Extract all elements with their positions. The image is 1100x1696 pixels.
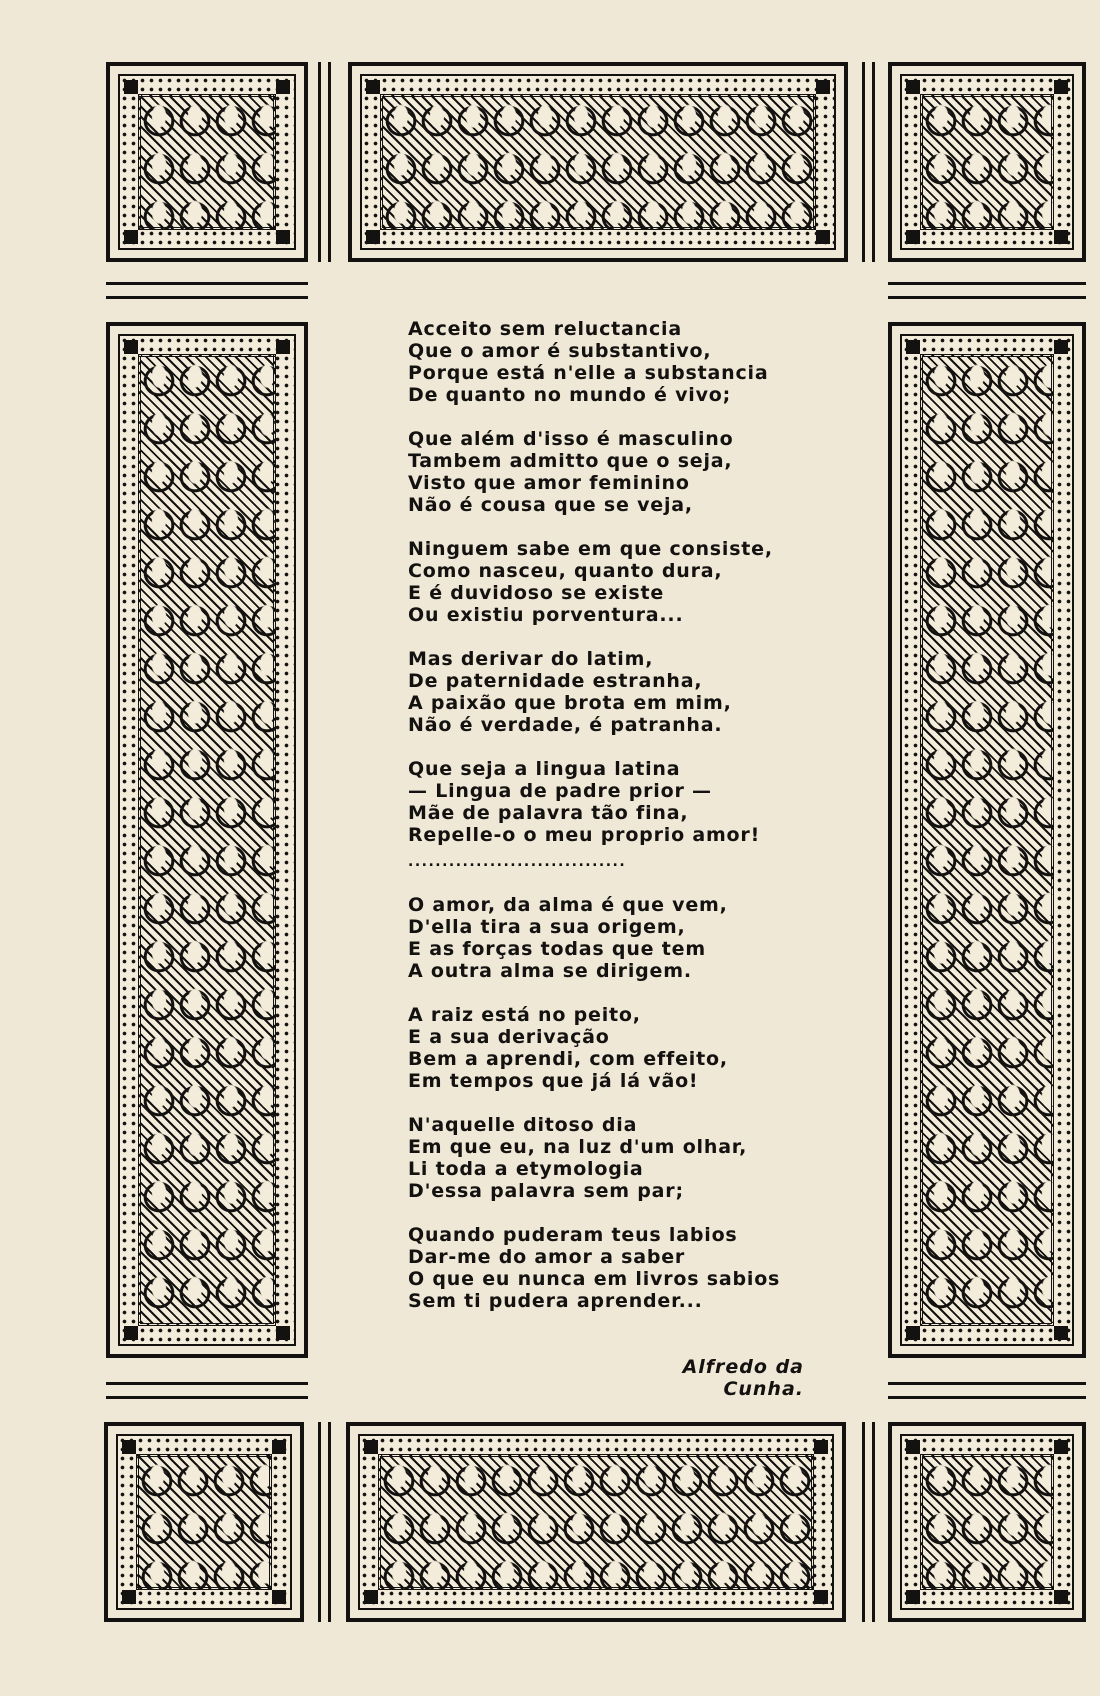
rule-line <box>888 296 1086 299</box>
stanza <box>408 428 808 516</box>
poem-line: Que seja a lingua latina <box>408 758 681 780</box>
poem-line: Em que eu, na luz d'um olhar, <box>408 1136 748 1158</box>
poem-line: Porque está n'elle a substancia <box>408 362 769 384</box>
divider-line <box>862 1422 865 1622</box>
poem-line: Não é verdade, é patranha. <box>408 714 723 736</box>
poem-line: Visto que amor feminino <box>408 472 690 494</box>
poem-line: E as forças todas que tem <box>408 938 706 960</box>
author-signature: Alfredo da Cunha. <box>682 1356 804 1400</box>
stanza <box>408 538 808 626</box>
poem-line: Sem ti pudera aprender... <box>408 1290 703 1312</box>
stanza <box>408 648 808 736</box>
poem-line: Mãe de palavra tão fina, <box>408 802 689 824</box>
rule-line <box>888 1396 1086 1399</box>
ornament-right-column <box>888 322 1086 1358</box>
stanza <box>408 1114 808 1202</box>
divider-line <box>318 1422 321 1622</box>
poem <box>408 318 808 1334</box>
poem-line: Que além d'isso é masculino <box>408 428 734 450</box>
poem-line: Que o amor é substantivo, <box>408 340 712 362</box>
poem-line: De quanto no mundo é vivo; <box>408 384 732 406</box>
poem-line: Quando puderam teus labios <box>408 1224 738 1246</box>
poem-line: Acceito sem reluctancia <box>408 318 682 340</box>
poem-line: A paixão que brota em mim, <box>408 692 732 714</box>
rule-line <box>106 282 308 285</box>
stanza <box>408 1224 808 1312</box>
rule-line <box>106 296 308 299</box>
poem-line: — Lingua de padre prior — <box>408 780 712 802</box>
poem-line: Repelle-o o meu proprio amor! <box>408 824 761 846</box>
poem-line: Ninguem sabe em que consiste, <box>408 538 773 560</box>
poem-line: De paternidade estranha, <box>408 670 703 692</box>
poem-line: Ou existiu porventura... <box>408 604 684 626</box>
ornament-bottom-left <box>104 1422 304 1622</box>
rule-line <box>106 1382 308 1385</box>
ornament-top-left <box>106 62 308 262</box>
dotted-separator: ................................ <box>408 854 627 870</box>
stanza <box>408 318 808 406</box>
ornament-top-right <box>888 62 1086 262</box>
poem-line: A raiz está no peito, <box>408 1004 641 1026</box>
poem-line: Mas derivar do latim, <box>408 648 654 670</box>
poem-line: O amor, da alma é que vem, <box>408 894 728 916</box>
poem-line: D'ella tira a sua origem, <box>408 916 686 938</box>
poem-line: Bem a aprendi, com effeito, <box>408 1048 728 1070</box>
stanza <box>408 894 808 982</box>
divider-line <box>862 62 865 262</box>
poem-line: Como nasceu, quanto dura, <box>408 560 723 582</box>
poem-line: Dar-me do amor a saber <box>408 1246 686 1268</box>
poem-line: E é duvidoso se existe <box>408 582 665 604</box>
ornament-bottom-right <box>888 1422 1086 1622</box>
stanza <box>408 1004 808 1092</box>
divider-line <box>318 62 321 262</box>
rule-line <box>888 1382 1086 1385</box>
poem-line: Em tempos que já lá vão! <box>408 1070 699 1092</box>
divider-line <box>872 1422 875 1622</box>
divider-line <box>872 62 875 262</box>
poem-line: A outra alma se dirigem. <box>408 960 692 982</box>
poem-line: E a sua derivação <box>408 1026 610 1048</box>
rule-line <box>888 282 1086 285</box>
poem-line: O que eu nunca em livros sabios <box>408 1268 781 1290</box>
poem-line: Li toda a etymologia <box>408 1158 644 1180</box>
poem-line: Não é cousa que se veja, <box>408 494 693 516</box>
poem-line: D'essa palavra sem par; <box>408 1180 684 1202</box>
stanza <box>408 758 808 846</box>
divider-line <box>328 62 331 262</box>
divider-line <box>328 1422 331 1622</box>
ornament-left-column <box>106 322 308 1358</box>
rule-line <box>106 1396 308 1399</box>
ornament-bottom-center <box>346 1422 846 1622</box>
poem-line: Tambem admitto que o seja, <box>408 450 733 472</box>
poem-line: N'aquelle ditoso dia <box>408 1114 638 1136</box>
ornament-top-center <box>348 62 848 262</box>
